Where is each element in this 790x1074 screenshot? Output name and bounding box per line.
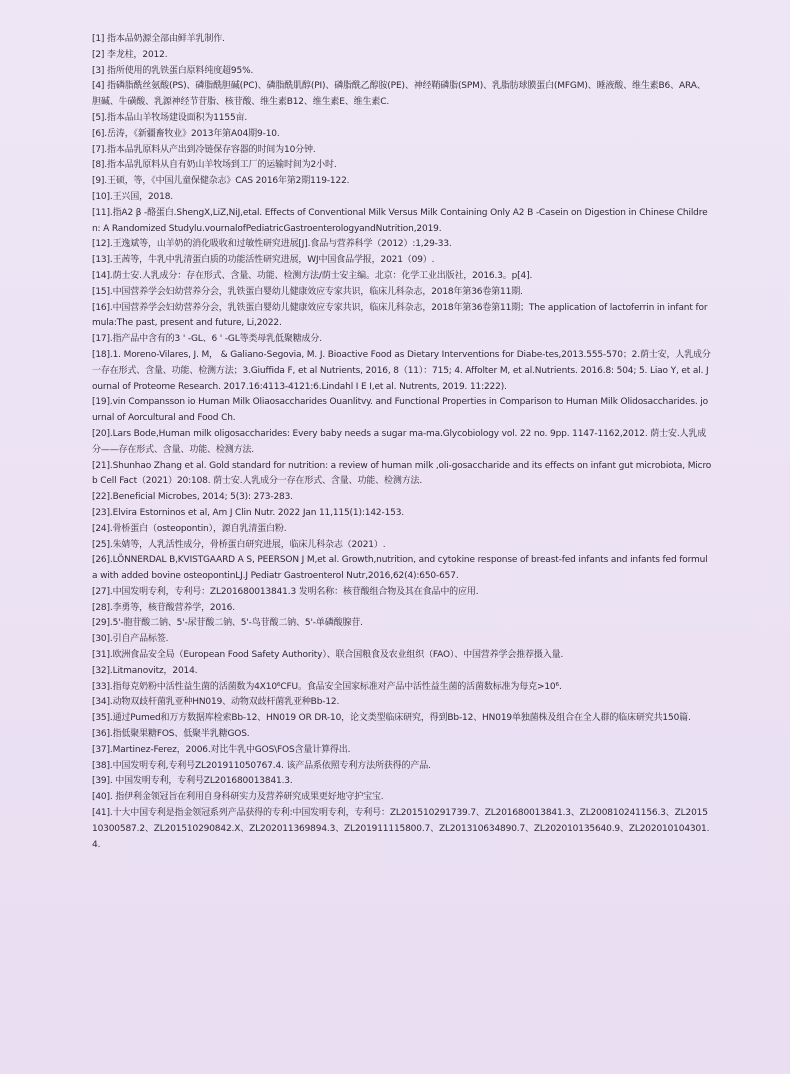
reference-item: [14].荫士安.人乳成分：存在形式、含量、功能、检测方法/荫士安主编。北京：化学工业出版社，2016.3。p[4].: [92, 270, 533, 281]
reference-item: [9].王硕，等，《中国儿童保健杂志》CAS 2016年第2期119-122.: [92, 176, 350, 187]
reference-item: [36].指低聚果糖FOS、低聚半乳糖GOS.: [92, 729, 250, 740]
reference-item: [17].指产品中含有的3 ' -GL、6 ' -GL等类母乳低聚糖成分.: [92, 334, 322, 345]
reference-item: [19].vin Compansson io Human Milk Oliaosaccharides Ouanlitvy. and Functional Properties in Comparison to Human Milk Olidosaccharides. journal of Aorcultural and Food Ch.: [92, 397, 708, 424]
reference-item: [39]. 中国发明专利，专利号ZL201680013841.3.: [92, 776, 293, 787]
reference-item: [22].Beneficial Microbes, 2014; 5(3): 273-283.: [92, 492, 293, 503]
reference-item: [41].十大中国专利是指金领冠系列产品获得的专利:中国发明专利，专利号：ZL201510291739.7、ZL201680013841.3、ZL200810241156.3、ZL201510300587.2、ZL201510290842.X、ZL202011369894.3、ZL201911115800.7、ZL201310634890.7、ZL202010135640.9、ZL202010104301.4.: [92, 808, 710, 850]
reference-item: [27].中国发明专利，专利号：ZL201680013841.3 发明名称：核苷酸组合物及其在食品中的应用.: [92, 586, 479, 597]
reference-item: [10].王兴国，2018.: [92, 191, 174, 202]
reference-item: [16].中国营养学会妇幼营养分会，乳铁蛋白婴幼儿健康效应专家共识，临床儿科杂志，2018年第36卷第11期；The application of lactoferrin in infant formula:The past, present and future, Li,2022.: [92, 302, 708, 329]
reference-item: [33].指每克奶粉中活性益生菌的活菌数为4X10⁶CFU。食品安全国家标准对产品中活性益生菌的活菌数标准为每克>10⁶.: [92, 681, 562, 692]
reference-item: [12].王逸斌等，山羊奶的消化吸收和过敏性研究进展[J].食品与营养科学（2012）:1,29-33.: [92, 239, 452, 250]
reference-item: [30].引自产品标签.: [92, 634, 169, 645]
reference-item: [6].岳涛，《新疆畜牧业》2013年第A04期9-10.: [92, 128, 280, 139]
reference-item: [3] 指所使用的乳铁蛋白原料纯度超95%.: [92, 65, 254, 76]
reference-item: [37].Martinez-Ferez，2006.对比牛乳中GOS\FOS含量计算得出.: [92, 744, 351, 755]
reference-item: [40]. 指伊利金领冠旨在利用自身科研实力及营养研究成果更好地守护宝宝.: [92, 792, 384, 803]
reference-item: [11].指A2 β -酪蛋白.ShengX,LiZ,NiJ,etal. Effects of Conventional Milk Versus Milk Containing Only A2 B -Casein on Digestion in Chinese Children: A Randomized Studylu.vournalofPediatricGastroenterologyandNutrition,2019.: [92, 207, 708, 234]
reference-item: [31].欧洲食品安全局（European Food Safety Authority）、联合国粮食及农业组织（FAO）、中国营养学会推荐摄入量.: [92, 650, 564, 661]
reference-item: [15].中国营养学会妇幼营养分会，乳铁蛋白婴幼儿健康效应专家共识，临床儿科杂志，2018年第36卷第11期.: [92, 286, 523, 297]
reference-item: [24].骨桥蛋白（osteopontin），源自乳清蛋白粉.: [92, 523, 287, 534]
reference-item: [25].朱婧等，人乳活性成分，骨桥蛋白研究进展，临床儿科杂志（2021）.: [92, 539, 386, 550]
reference-item: [4] 指磷脂酰丝氨酸(PS)、磷脂酰胆碱(PC)、磷脂酰肌醇(PI)、磷脂酰乙醇胺(PE)、神经鞘磷脂(SPM)、乳脂肪球膜蛋白(MFGM)、睡液酸、维生素B6、ARA、胆碱、牛磺酸、乳源神经节苷脂、核苷酸、维生素B12、维生素E、维生素C.: [92, 81, 706, 108]
reference-item: [34].动物双歧杆菌乳亚种HN019、动物双歧杆菌乳亚种Bb-12.: [92, 697, 340, 708]
reference-item: [13].王茜等，牛乳中乳清蛋白质的功能活性研究进展，WJ中国食品学报，2021（09）.: [92, 255, 435, 266]
reference-item: [7].指本品乳原料从产出到冷链保存容器的时间为10分钟.: [92, 144, 316, 155]
reference-item: [23].Elvira Estorninos et al, Am J Clin Nutr. 2022 Jan 11,115(1):142-153.: [92, 507, 405, 518]
reference-item: [2] 李龙柱，2012.: [92, 49, 168, 60]
reference-item: [32].Litmanovitz，2014.: [92, 665, 198, 676]
reference-item: [28].李勇等，核苷酸营养学，2016.: [92, 602, 235, 613]
reference-item: [21].Shunhao Zhang et al. Gold standard for nutrition: a review of human milk ,oli-gosaccharide and its effects on infant gut microbiota, Microb Cell Fact（2021）20:108. 荫士安.人乳成分一存在形式、含量、功能、检测方法.: [92, 460, 712, 487]
reference-item: [35].通过Pumed和万方数据库检索Bb-12、HN019 OR DR-10，论文类型临床研究，得到Bb-12、HN019单独菌株及组合在全人群的临床研究共150篇.: [92, 713, 691, 724]
reference-item: [38].中国发明专利,专利号ZL201911050767.4. 该产品系依照专利方法所获得的产品.: [92, 760, 431, 771]
reference-item: [26].LÖNNERDAL B,KVISTGAARD A S, PEERSON J M,et al. Growth,nutrition, and cytokine response of breast-fed infants and infants fed formula with added bovine osteopontinLJ.J Pediatr Gastroenterol Nutr,2016,62(4):650-657.: [92, 555, 708, 582]
reference-item: [18].1. Moreno-Vilares, J. M， & Galiano-Segovia, M. J. Bioactive Food as Dietary Interventions for Diabe-tes,2013.555-570；2.荫士安，人乳成分一存在形式、含量、功能、检测方法；3.Giuffida F, et al Nutrients, 2016, 8（11）：715; 4. Affolter M, et al.Nutrients. 2016.8: 504; 5. Liao Y, et al. Journal of Proteome Research. 2017.16:4113-4121:6.Lindahl I E I,et al. Nutrents, 2019. 11:222).: [92, 349, 711, 392]
reference-item: [1] 指本品奶源全部由鲜羊乳制作.: [92, 34, 225, 44]
reference-item: [29].5'-胞苷酸二钠、5'-尿苷酸二钠、5'-鸟苷酸二钠、5'-单磷酸腺苷.: [92, 618, 363, 629]
reference-item: [20].Lars Bode,Human milk oligosaccharides: Every baby needs a sugar ma-ma.Glycobiology vol. 22 no. 9pp. 1147-1162,2012. 荫士安.人乳成分——存在形式、含量、功能、检测方法.: [92, 428, 707, 455]
reference-item: [8].指本品乳原料从自有奶山羊牧场到工厂的运输时间为2小时.: [92, 160, 337, 171]
reference-item: [5].指本品山羊牧场建设面积为1155亩.: [92, 112, 248, 123]
reference-list: [92, 32, 712, 853]
